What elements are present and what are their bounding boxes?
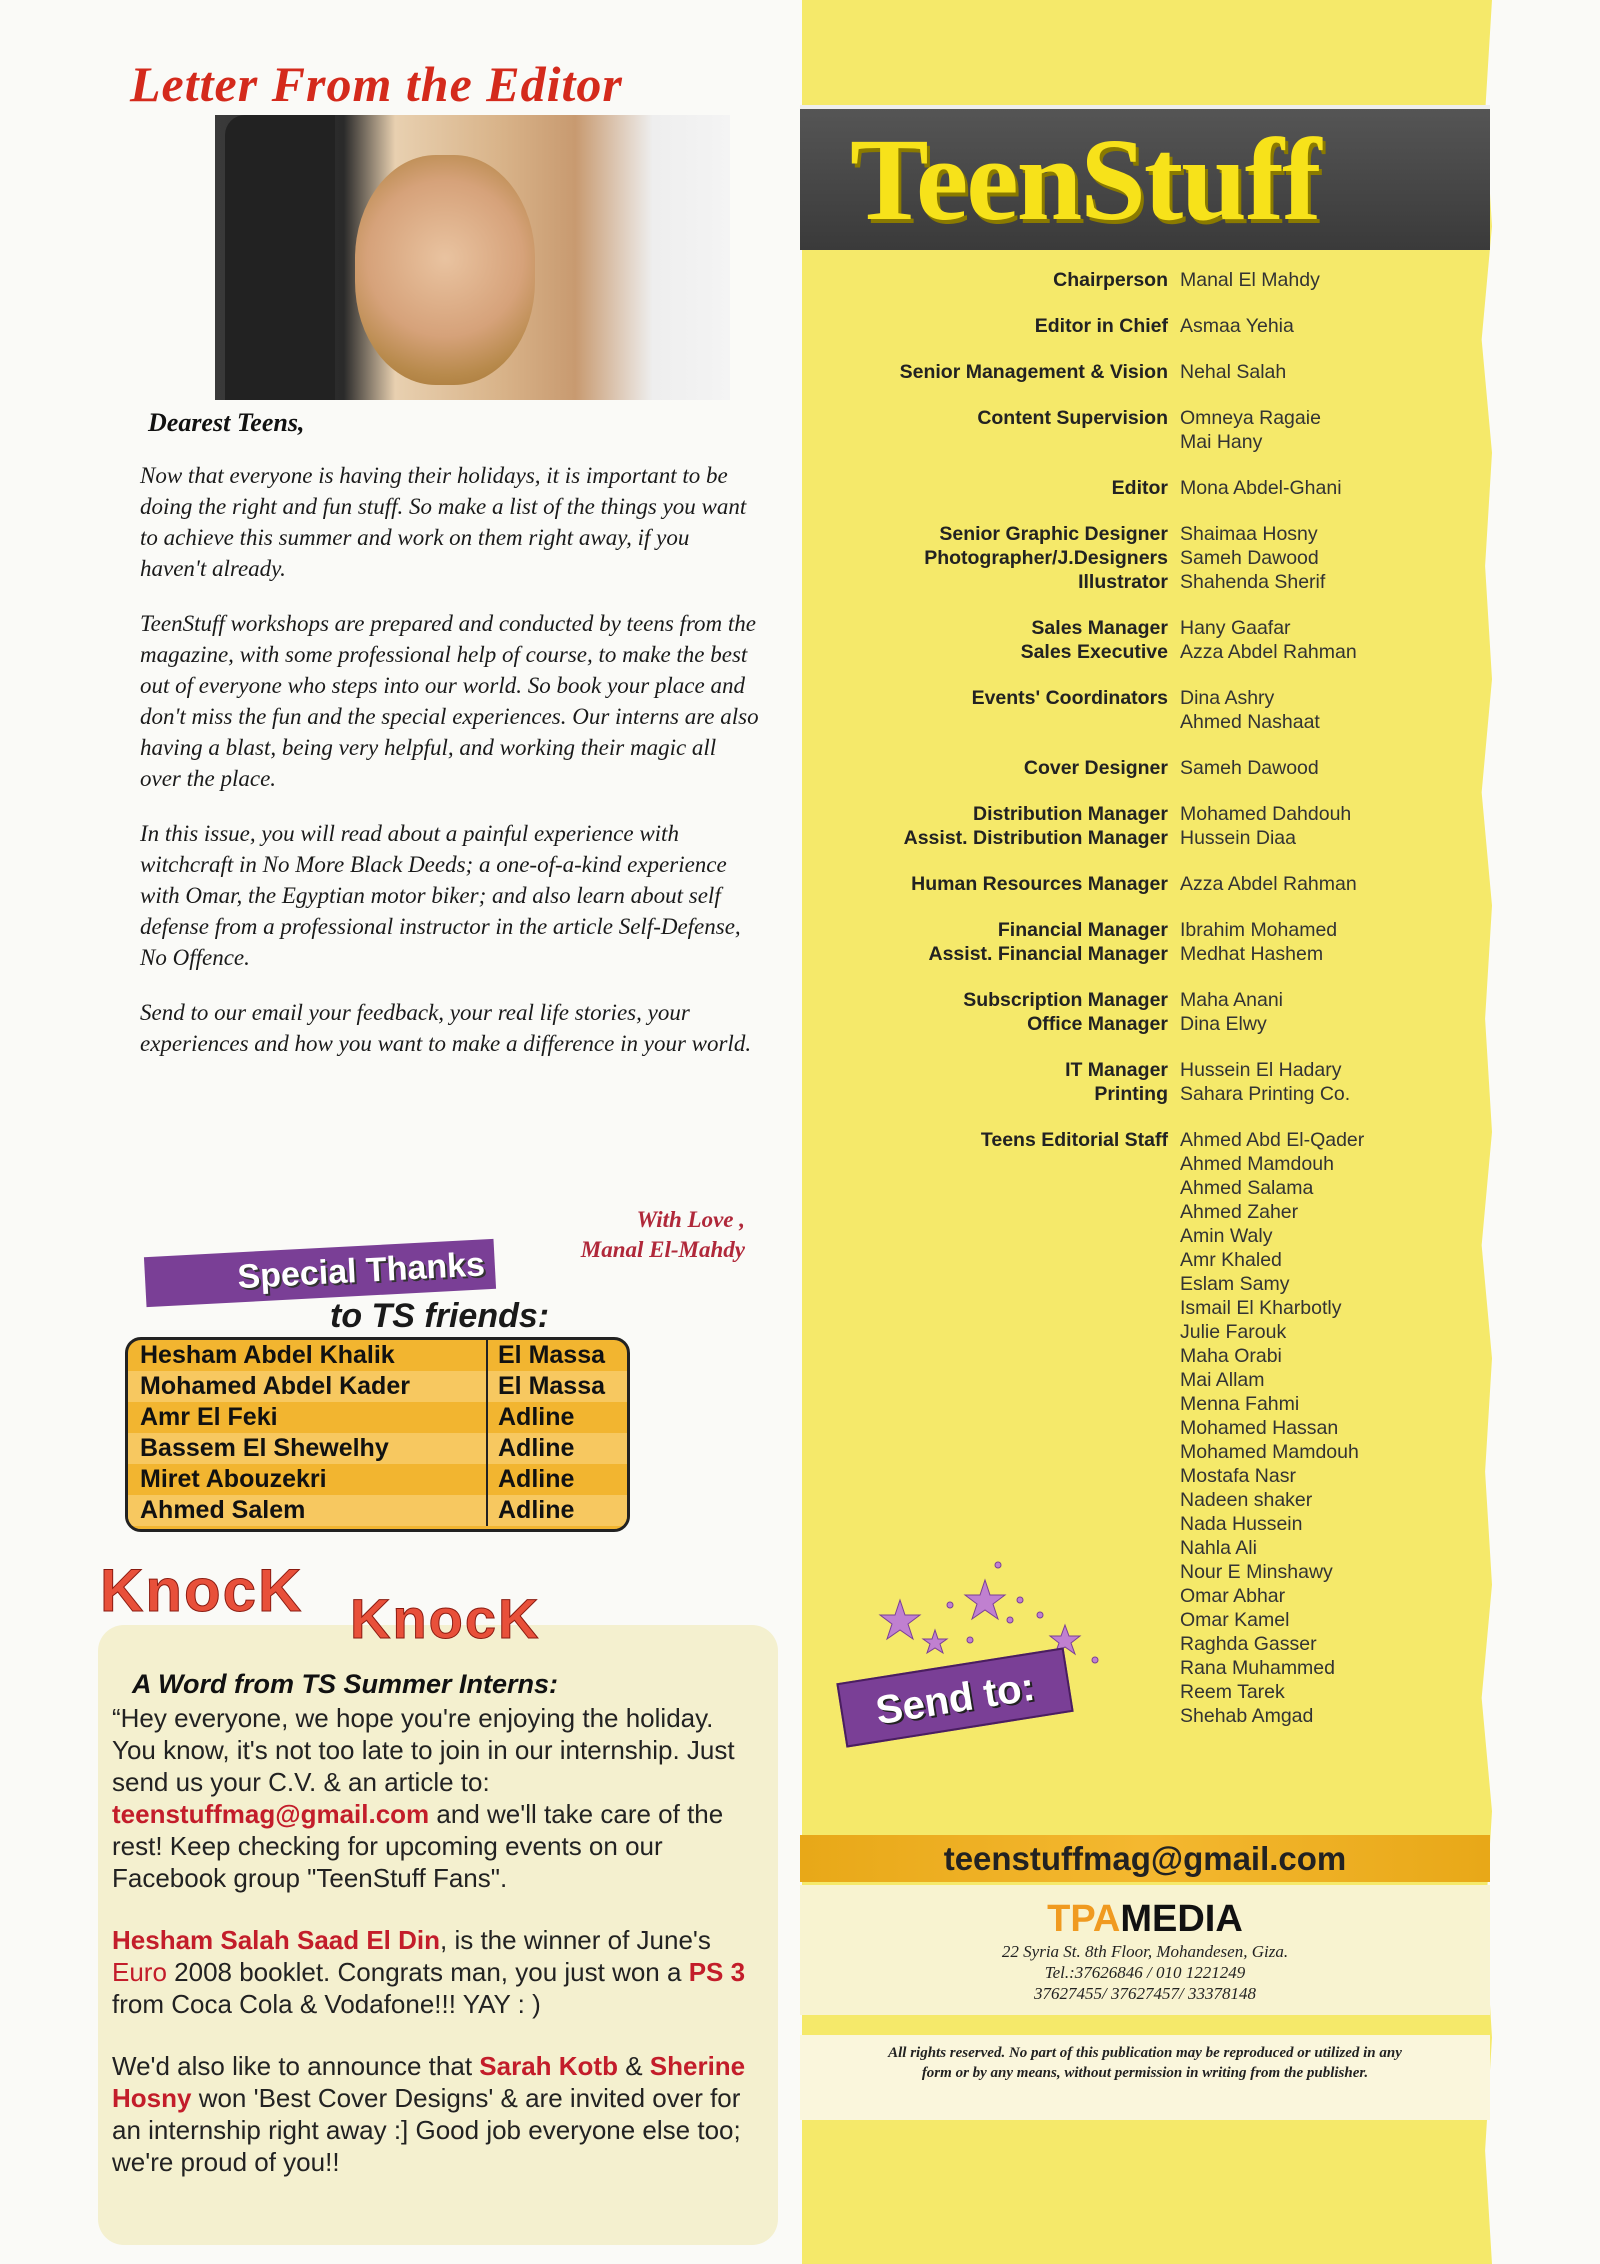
text: 2008 booklet. Congrats man, you just won a — [166, 1957, 689, 1987]
friend-name: Hesham Abdel Khalik — [128, 1340, 488, 1371]
friend-name: Miret Abouzekri — [128, 1464, 488, 1495]
masthead-row — [820, 522, 1460, 594]
friend-company: Adline — [498, 1434, 575, 1462]
friend-company: Adline — [498, 1465, 575, 1493]
masthead-role: Human Resources Manager — [911, 873, 1168, 895]
friend-company: El Massa — [498, 1341, 606, 1369]
masthead-row — [820, 268, 1460, 292]
masthead-row — [820, 988, 1460, 1036]
masthead-role: Editor — [1111, 477, 1168, 499]
editor-photo — [215, 115, 730, 400]
text: from Coca Cola & Vodafone!!! YAY : ) — [112, 1989, 541, 2019]
interns-paragraph — [112, 1702, 764, 1894]
masthead-row — [820, 406, 1460, 454]
masthead-name: Ibrahim Mohamed Medhat Hashem — [1180, 919, 1338, 965]
masthead-row — [820, 1058, 1460, 1106]
table-row — [128, 1340, 627, 1371]
masthead-role: Teens Editorial Staff — [980, 1129, 1168, 1151]
signature: Manal El-Mahdy — [580, 1237, 745, 1262]
table-row — [128, 1371, 627, 1402]
masthead-row — [820, 360, 1460, 384]
masthead-role: Subscription Manager Office Manager — [963, 989, 1168, 1035]
masthead-role: Events' Coordinators — [971, 687, 1168, 709]
tpa-media-logo — [800, 1897, 1490, 1941]
masthead-name: Ahmed Abd El-Qader Ahmed Mamdouh Ahmed Salama Ahmed Zaher Amin Waly Amr Khaled Eslam Samy Ismail El Kharbotly Julie Farouk Maha Orabi Mai Allam Menna Fahmi Mohamed Hassan Mohamed Mamdouh Mostafa Nasr Nadeen shaker Nada Hussein Nahla Ali Nour E Minshawy Omar Abhar Omar Kamel Raghda Gasser Rana Muhammed Reem Tarek Shehab Amgad — [1180, 1129, 1365, 1727]
table-row — [128, 1433, 627, 1464]
friend-name: Ahmed Salem — [128, 1495, 488, 1526]
friend-name: Amr El Feki — [128, 1402, 488, 1433]
masthead-role: Editor in Chief — [1034, 315, 1168, 337]
masthead-row — [820, 802, 1460, 850]
publisher-address: 22 Syria St. 8th Floor, Mohandesen, Giza. — [1001, 1942, 1289, 1961]
letter-paragraph: TeenStuff workshops are prepared and conducted by teens from the magazine, with some professional help of course, to make the best out of everyone who steps into our world. So book your place and don't miss the fun and the special experiences. Our interns are also having a blast, being very helpful, and working their magic all over the place. — [140, 611, 759, 791]
masthead-row — [820, 918, 1460, 966]
masthead-name: Shaimaa Hosny Sameh Dawood Shahenda Sherif — [1180, 523, 1326, 593]
thanks-table — [125, 1337, 630, 1532]
masthead-row — [820, 686, 1460, 734]
letter-body — [140, 460, 760, 1083]
masthead-role: Sales Manager Sales Executive — [1020, 617, 1168, 663]
masthead-role: Cover Designer — [1023, 757, 1168, 779]
text: and we'll take care of the rest! Keep checking for upcoming events on our Facebook group "TeenStuff Fans". — [112, 1799, 724, 1893]
masthead-name: Dina Ashry Ahmed Nashaat — [1180, 687, 1320, 733]
masthead-row — [820, 616, 1460, 664]
masthead-role: Content Supervision — [977, 407, 1168, 429]
masthead-name: Omneya Ragaie Mai Hany — [1180, 407, 1321, 453]
letter-greeting: Dearest Teens, — [148, 408, 305, 437]
masthead-role: Senior Graphic Designer Photographer/J.Designers Illustrator — [924, 523, 1168, 593]
winner-paragraph — [112, 1924, 764, 2020]
teenstuff-logo: TeenStuff — [850, 114, 1320, 245]
text: & — [617, 2051, 650, 2081]
knock-title-2: KnocK — [350, 1587, 541, 1650]
friend-name: Mohamed Abdel Kader — [128, 1371, 488, 1402]
masthead-name: Mohamed Dahdouh Hussein Diaa — [1180, 803, 1352, 849]
interns-box — [98, 1625, 778, 2245]
knock-title: KnocK — [100, 1557, 304, 1624]
masthead-name: Mona Abdel-Ghani — [1180, 477, 1342, 499]
masthead-name: Sameh Dawood — [1180, 757, 1319, 779]
masthead-name: Azza Abdel Rahman — [1180, 873, 1357, 895]
masthead-name: Hany Gaafar Azza Abdel Rahman — [1180, 617, 1357, 663]
friend-name: Bassem El Shewelhy — [128, 1433, 488, 1464]
friend-company: El Massa — [498, 1372, 606, 1400]
masthead-name: Nehal Salah — [1180, 361, 1287, 383]
email-link[interactable]: teenstuffmag@gmail.com — [112, 1799, 430, 1829]
publisher-box — [800, 1885, 1490, 2015]
winner-name: Hesham Salah Saad El Din — [112, 1925, 441, 1955]
letter-paragraph: Send to our email your feedback, your real life stories, your experiences and how you want to make a difference in your world. — [140, 1000, 752, 1056]
masthead-name: Manal El Mahdy — [1180, 269, 1320, 291]
winner-name: Sherine Hosny — [112, 2051, 746, 2113]
signoff: With Love , — [636, 1207, 745, 1232]
publisher-tel: Tel.:37626846 / 010 1221249 — [1044, 1963, 1246, 1982]
text: Euro — [112, 1957, 167, 1987]
letter-title: Letter From the Editor — [130, 56, 623, 112]
prize: PS 3 — [688, 1957, 746, 1987]
friend-company: Adline — [498, 1403, 575, 1431]
letter-signature — [520, 1205, 745, 1265]
masthead-row — [820, 476, 1460, 500]
interns-heading: A Word from TS Summer Interns: — [132, 1669, 559, 1699]
masthead-role: Distribution Manager Assist. Distribution Manager — [903, 803, 1168, 849]
masthead-row — [820, 872, 1460, 896]
send-to-banner: Send to: — [836, 1647, 1073, 1747]
rights-notice — [800, 2035, 1490, 2120]
text: won 'Best Cover Designs' & are invited over for an internship right away :] Good job everyone else too; we're proud of you!! — [112, 2083, 741, 2177]
special-thanks-subtitle: to TS friends: — [330, 1297, 550, 1335]
masthead-name: Asmaa Yehia — [1180, 315, 1294, 337]
text: “Hey everyone, we hope you're enjoying the holiday. You know, it's not too late to join in our internship. Just send us your C.V. & an article to: — [112, 1703, 735, 1797]
letter-paragraph: In this issue, you will read about a painful experience with witchcraft in No More Black Deeds; a one-of-a-kind experience with Omar, the Egyptian motor biker; and also learn about self defense from a professional instructor in the article Self-Defense, No Offence. — [140, 821, 741, 970]
rights-text: All rights reserved. No part of this publication may be reproduced or utilized in any form or by any means, without permission in writing from the publisher. — [888, 2045, 1402, 2081]
masthead-name: Hussein El Hadary Sahara Printing Co. — [1180, 1059, 1351, 1105]
logo-part: MEDIA — [1120, 1898, 1243, 1940]
table-row — [128, 1464, 627, 1495]
masthead-row — [820, 756, 1460, 780]
masthead-role: Senior Management & Vision — [899, 361, 1168, 383]
text: We'd also like to announce that — [112, 2051, 480, 2081]
masthead-list — [820, 268, 1460, 1750]
masthead-role: Chairperson — [1053, 269, 1168, 291]
logo-part: TPA — [1047, 1898, 1121, 1940]
masthead-role: IT Manager Printing — [1065, 1059, 1168, 1105]
masthead-row — [820, 314, 1460, 338]
masthead-name: Maha Anani Dina Elwy — [1180, 989, 1283, 1035]
text: , is the winner of June's — [440, 1925, 711, 1955]
announcement-paragraph — [112, 2050, 764, 2178]
contact-email[interactable]: teenstuffmag@gmail.com — [800, 1835, 1490, 1882]
masthead-role: Financial Manager Assist. Financial Manager — [928, 919, 1168, 965]
friend-company: Adline — [498, 1496, 575, 1524]
winner-name: Sarah Kotb — [479, 2051, 618, 2081]
letter-paragraph: Now that everyone is having their holidays, it is important to be doing the right and fun stuff. So make a list of the things you want to achieve this summer and work on them right away, if you haven't already. — [140, 463, 747, 581]
special-thanks-banner: Special Thanks — [144, 1239, 496, 1307]
table-row — [128, 1495, 627, 1526]
table-row — [128, 1402, 627, 1433]
publisher-tel: 37627455/ 37627457/ 33378148 — [1034, 1984, 1256, 2003]
